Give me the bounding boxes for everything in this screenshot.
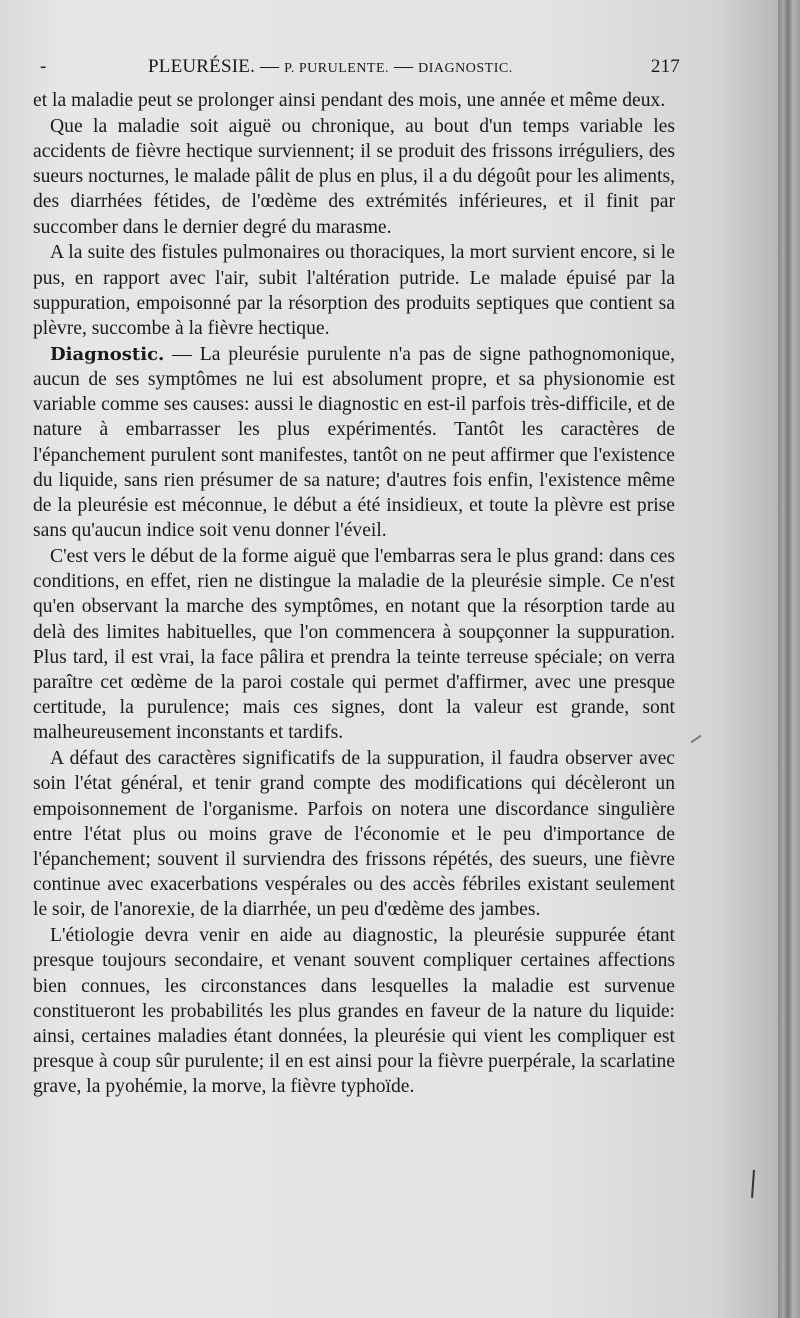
header-subtitle-1: P. PURULENTE. <box>284 61 390 76</box>
paragraph-etat-general: A défaut des caractères significatifs de la suppuration, il faudra observer avec soin l'état général, et tenir grand compte des modifications qui décèleront un empoisonnement de l'organisme. Parfois on notera une discordance singulière entre l'état plus ou moins grave de l'économie et le peu d'importance de l'épanchement; souvent il surviendra des frissons répétés, des sueurs, une fièvre continue avec exacerbations vespérales ou des accès fébriles existant seulement le soir, de l'anorexie, de la diarrhée, un peu d'œdème des jambes. <box>33 748 675 921</box>
header-dash-1: — <box>259 56 280 77</box>
paragraph-diagnostic-text: — La pleurésie purulente n'a pas de signe pathognomonique, aucun de ses symptômes ne lui est absolument propre, et sa physionomie est variable comme ses causes: aussi le diagnostic en est-il parfois très-difficile, et de nature à embarrasser les plus expérimentés. Tantôt les caractères de l'épanchement purulent sont manifestes, tantôt on ne peut affirmer que l'existence du liquide, sans rien présumer de sa nature; d'autres fois enfin, l'existence même de la pleurésie est méconnue, le début a été insidieux, et toute la plèvre est prise sans qu'aucun indice soit venu donner l'éveil. <box>33 343 675 542</box>
margin-pencil-mark <box>751 1170 758 1198</box>
running-header <box>40 56 680 82</box>
header-subtitle-2: DIAGNOSTIC. <box>418 61 513 76</box>
header-title: PLEURÉSIE. <box>148 56 256 77</box>
page-edge-shadow <box>778 0 800 1318</box>
paragraph-diagnostic <box>33 342 675 544</box>
header-lead-mark: - <box>40 56 47 77</box>
header-title-run <box>148 56 513 78</box>
paragraph-forme-aigue: C'est vers le début de la forme aiguë que l'embarras sera le plus grand: dans ces conditions, en effet, rien ne distingue la maladie de la pleurésie simple. Ce n'est qu'en observant la marche des symptômes, en notant que la résorption tarde au delà des limites habituelles, que l'on commencera à soupçonner la suppuration. Plus tard, il est vrai, la face pâlira et prendra la teinte terreuse spéciale; on verra paraître cet œdème de la paroi costale qui permet d'affirmer, avec une presque certitude, la purulence; mais ces signes, dont la valeur est grande, sont malheureusement inconstants et tardifs. <box>33 546 675 744</box>
section-heading-diagnostic: Diagnostic. <box>50 343 165 365</box>
paragraph-fievre-hectique: Que la maladie soit aiguë ou chronique, au bout d'un temps variable les accidents de fièvre hectique surviennent; il se produit des frissons irréguliers, des sueurs nocturnes, le malade pâlit de plus en plus, il a du dégoût pour les aliments, des diarrhées fétides, de l'œdème des extrémités inférieures, et il finit par succomber dans le dernier degré du marasme. <box>33 115 675 238</box>
margin-pencil-tick <box>691 735 702 744</box>
header-dash-2: — <box>394 56 414 77</box>
paragraph-continuation: et la maladie peut se prolonger ainsi pendant des mois, une année et même deux. <box>33 90 666 111</box>
paragraph-etiologie: L'étiologie devra venir en aide au diagnostic, la pleurésie suppurée étant presque toujours secondaire, et venant souvent compliquer certaines affections bien connues, les circonstances dans lesquelles la maladie est survenue constitueront les probabilités les plus grandes en faveur de la nature du liquide: ainsi, certaines maladies étant données, la pleurésie qui vient les compliquer est presque à coup sûr purulente; il en est ainsi pour la fièvre puerpérale, la scarlatine grave, la pyohémie, la morve, la fièvre typhoïde. <box>33 925 675 1098</box>
body-text <box>33 88 675 1100</box>
page-number: 217 <box>650 56 680 77</box>
paragraph-fistules: A la suite des fistules pulmonaires ou thoraciques, la mort survient encore, si le pus, en rapport avec l'air, subit l'altération putride. Le malade épuisé par la suppuration, empoisonné par la résorption des produits septiques que contient sa plèvre, succombe à la fièvre hectique. <box>33 242 675 340</box>
